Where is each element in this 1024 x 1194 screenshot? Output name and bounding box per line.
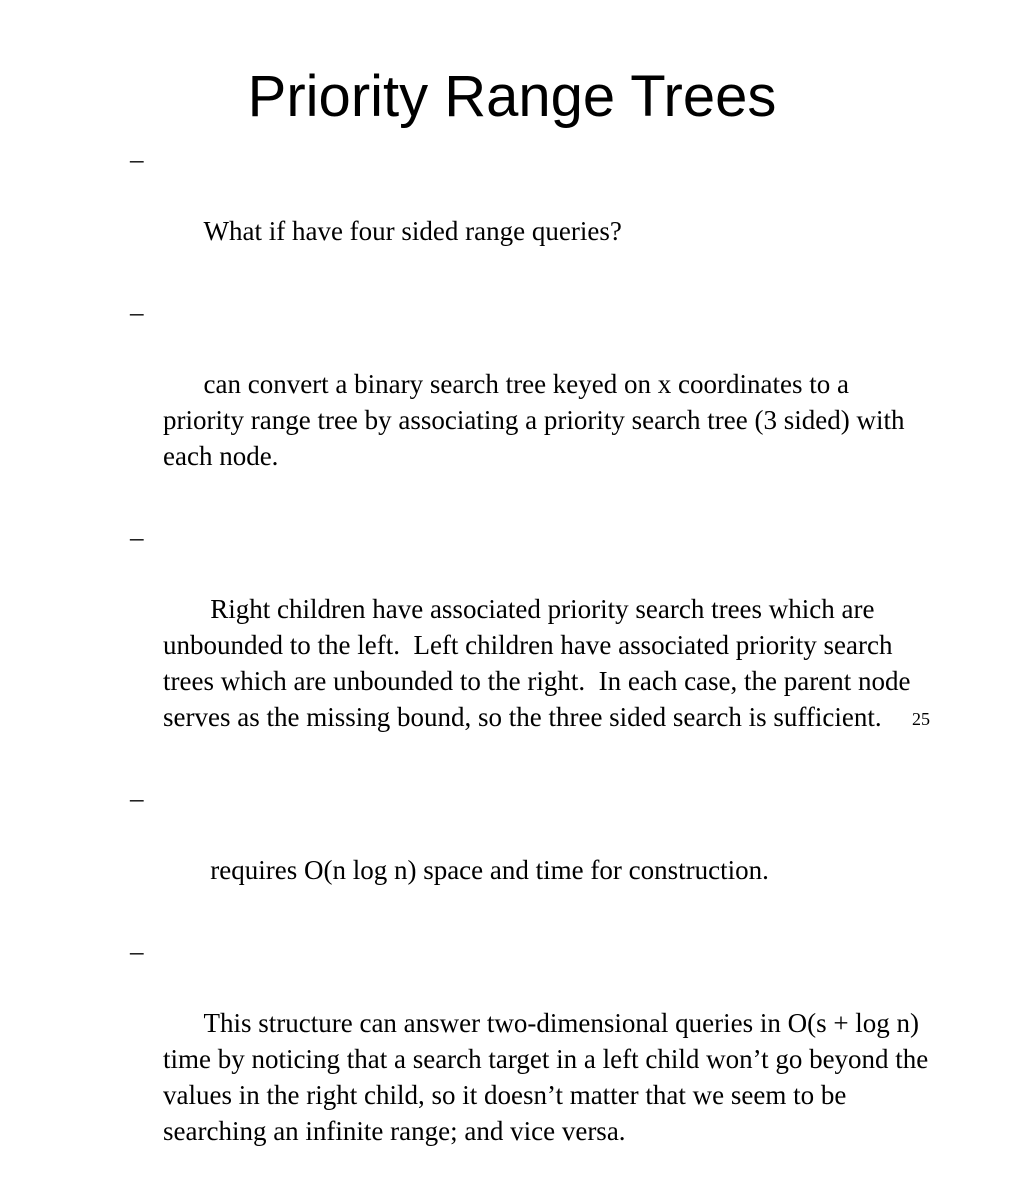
bullet-dash: – [130, 783, 144, 813]
bullet-dash: – [130, 297, 144, 327]
bullet-dash: – [130, 936, 144, 966]
bullet-list [130, 141, 936, 1194]
bullet-item [130, 294, 930, 510]
bullet-text: requires O(n log n) space and time for construction. [203, 855, 769, 885]
bullet-item [130, 780, 930, 924]
bullet-text: Right children have associated priority search trees which are unbounded to the left. Left children have associated priority search trees which are unbounded to the right. In each case, the parent node serves as the missing bound, so the three sided search is sufficient. [163, 594, 918, 732]
bullet-dash: – [130, 522, 144, 552]
slide-title: Priority Range Trees [247, 64, 777, 129]
bullet-text: What if have four sided range queries? [203, 216, 622, 246]
bullet-text: This structure can answer two-dimensional queries in O(s + log n) time by noticing that a search target in a left child won’t go beyond the values in the right child, so it doesn’t matter that we seem to be searching an infinite range; and vice versa. [163, 1008, 936, 1146]
bullet-dash: – [130, 144, 144, 174]
bullet-item [130, 519, 930, 771]
bullet-item [130, 141, 930, 285]
page-number: 25 [912, 709, 930, 729]
bullet-item [130, 933, 936, 1185]
bullet-text: can convert a binary search tree keyed on x coordinates to a priority range tree by associating a priority search tree (3 sided) with each node. [163, 369, 912, 471]
